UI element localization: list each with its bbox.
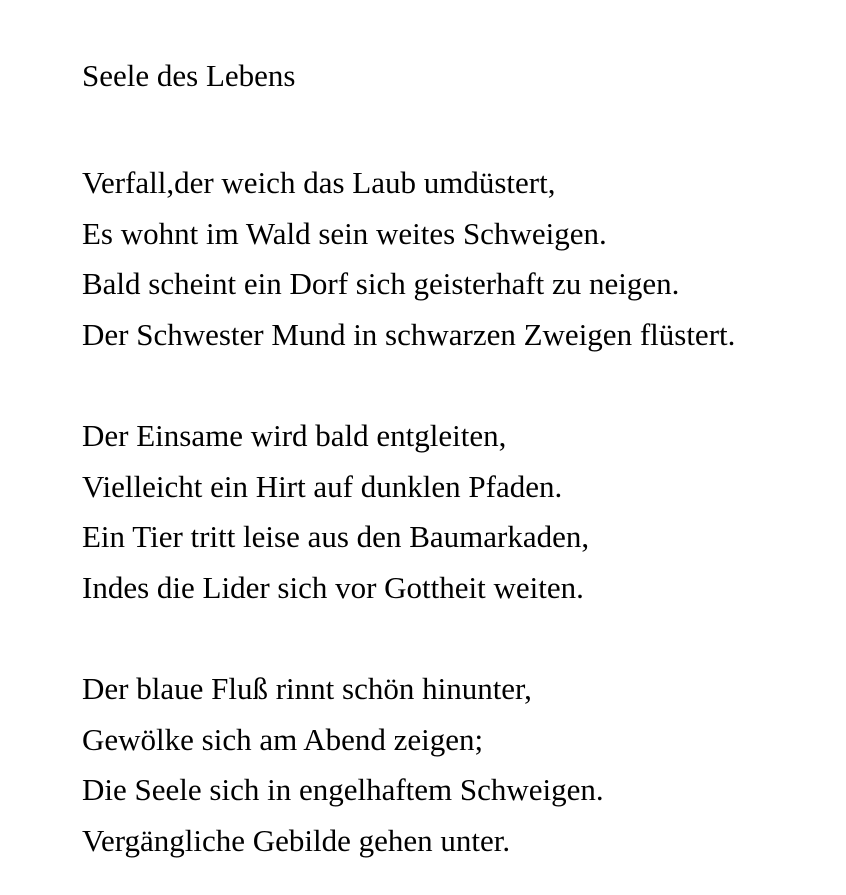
poem-line: Die Seele sich in engelhaftem Schweigen. xyxy=(82,772,604,807)
poem-line: Vielleicht ein Hirt auf dunklen Pfaden. xyxy=(82,468,563,504)
poem-line: Indes die Lider sich vor Gottheit weiten. xyxy=(82,569,584,605)
poem-title: Seele des Lebens xyxy=(82,58,296,93)
poem-line: Ein Tier tritt leise aus den Baumarkaden, xyxy=(82,519,590,554)
poem-line: Es wohnt im Wald sein weites Schweigen. xyxy=(82,215,607,251)
poem-line: Bald scheint ein Dorf sich geisterhaft zu neigen. xyxy=(82,266,680,301)
poem-line: Verfall,der weich das Laub umdüstert, xyxy=(82,165,556,200)
poem-line: Gewölke sich am Abend zeigen; xyxy=(82,721,484,757)
stanza-3 xyxy=(82,664,822,866)
stanza-1 xyxy=(82,158,822,360)
poem-line: Der blaue Fluß rinnt schön hinunter, xyxy=(82,671,532,706)
poem-page xyxy=(82,57,822,866)
poem-line: Der Einsame wird bald entgleiten, xyxy=(82,418,507,453)
poem-line: Vergängliche Gebilde gehen unter. xyxy=(82,822,511,858)
poem-line: Der Schwester Mund in schwarzen Zweigen flüstert. xyxy=(82,316,736,352)
stanza-2 xyxy=(82,411,822,613)
